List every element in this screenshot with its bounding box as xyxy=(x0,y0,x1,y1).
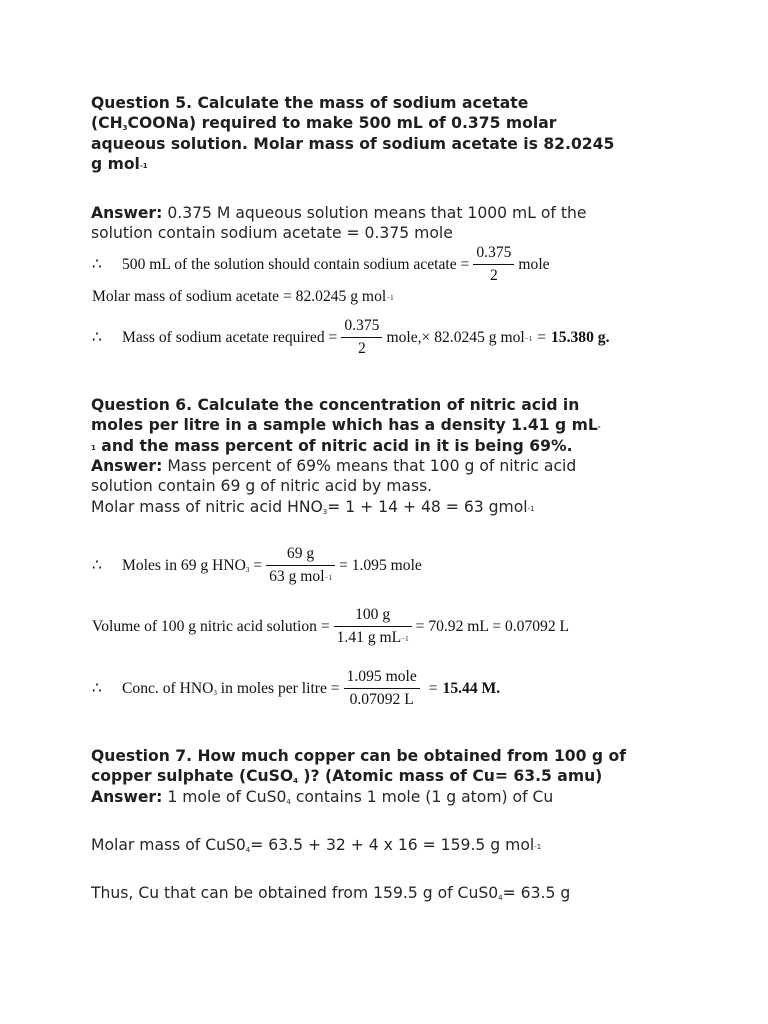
fraction-denominator: 2 xyxy=(489,267,498,284)
question-5-title xyxy=(91,93,691,174)
q6-molar-sub: 3 xyxy=(322,507,328,516)
therefore-symbol: ∴ xyxy=(92,557,102,574)
q6-molar-text: Molar mass of nitric acid HNO xyxy=(91,497,323,516)
fraction-numerator: 0.375 xyxy=(341,317,382,338)
q6-answer-line: solution contain 69 g of nitric acid by mass. xyxy=(91,477,433,496)
q7-molar-text: = 63.5 + 32 + 4 x 16 = 159.5 g mol xyxy=(250,836,535,854)
therefore-symbol: ∴ xyxy=(92,256,102,273)
q6-title-sup: - xyxy=(597,423,601,432)
q7-title-sub: 4 xyxy=(293,777,298,786)
answer-label: Answer: xyxy=(91,457,163,475)
q7-title-text: )? (Atomic mass of Cu= 63.5 amu) xyxy=(298,767,603,786)
fraction-denominator: 0.07092 L xyxy=(349,691,414,708)
fraction-numerator: 0.375 xyxy=(473,244,514,265)
q7-answer-text: contains 1 mole (1 g atom) of Cu xyxy=(290,788,554,806)
q5-title-line: aqueous solution. Molar mass of sodium acetate is 82.0245 xyxy=(91,134,615,153)
question-6-title xyxy=(91,395,691,456)
eq-sup: −1 xyxy=(386,294,394,302)
eq-sub: 3 xyxy=(245,565,250,574)
q6-title-sup: 1 xyxy=(91,443,96,452)
q5-answer-text: 0.375 M aqueous solution means that 1000 mL of the xyxy=(162,204,587,222)
equals-sign: = xyxy=(537,328,546,346)
q6-answer-text: Mass percent of 69% means that 100 g of nitric acid xyxy=(162,457,577,475)
answer-label: Answer: xyxy=(91,788,163,806)
eq-lhs-text: Moles in 69 g HNO xyxy=(122,556,246,574)
q5-equation-2 xyxy=(92,288,394,306)
q5-answer-line: solution contain sodium acetate = 0.375 mole xyxy=(91,224,453,243)
den-text: 63 g mol xyxy=(269,568,325,585)
q7-answer-sub: 4 xyxy=(286,798,291,806)
den-text: 1.41 g mL xyxy=(336,629,402,646)
eq-lhs xyxy=(122,680,340,698)
eq-lhs: Mass of sodium acetate required = xyxy=(122,328,338,346)
q7-thus-sub: 4 xyxy=(498,894,503,902)
q7-answer-text: 1 mole of CuS0 xyxy=(162,788,287,806)
q7-answer xyxy=(91,787,691,807)
q7-title-line: Question 7. How much copper can be obtained from 100 g of xyxy=(91,747,627,765)
q7-title-line xyxy=(91,766,691,786)
fraction-denominator xyxy=(266,566,335,586)
eq-lhs-text: Conc. of HNO xyxy=(122,679,214,697)
eq-lhs: 500 mL of the solution should contain sodium acetate = xyxy=(122,255,470,273)
q5-title-sup: -1 xyxy=(139,161,148,170)
fraction-numerator: 100 g xyxy=(334,606,412,627)
q5-title-sub: 3 xyxy=(122,124,128,133)
q6-equation-1 xyxy=(92,545,422,586)
q5-result: 15.380 g. xyxy=(551,328,610,346)
q5-title-line xyxy=(91,154,691,174)
eq-text: Molar mass of sodium acetate = 82.0245 g mol xyxy=(92,288,387,305)
fraction xyxy=(344,668,420,709)
q6-result: 15.44 M. xyxy=(442,679,501,697)
q6-title-text: and the mass percent of nitric acid in it is being 69%. xyxy=(95,436,573,455)
eq-lhs: Volume of 100 g nitric acid solution = xyxy=(92,617,330,635)
question-7-title xyxy=(91,746,691,787)
q7-molar-sup: -1 xyxy=(534,843,542,851)
q6-molar-text: = 1 + 14 + 48 = 63 gmol xyxy=(327,497,528,516)
eq-rhs: = 1.095 mole xyxy=(339,556,422,574)
eq-lhs xyxy=(122,557,262,575)
equals-sign: = xyxy=(428,679,438,697)
den-sup: −1 xyxy=(324,574,332,582)
q6-title-line xyxy=(91,436,691,456)
q5-title-text: g mol xyxy=(91,154,140,173)
fraction xyxy=(341,317,382,358)
q7-answer-line xyxy=(91,787,691,807)
q6-equation-2 xyxy=(92,606,569,647)
eq-lhs-text: = xyxy=(249,556,263,574)
fraction xyxy=(334,606,412,647)
q6-answer xyxy=(91,456,691,517)
q5-title-line xyxy=(91,113,691,133)
q7-thus-text: Thus, Cu that can be obtained from 159.5 g of CuS0 xyxy=(91,884,499,902)
q6-molar-sup: -1 xyxy=(527,504,535,513)
q7-molar-mass-line xyxy=(91,835,691,855)
answer-label: Answer: xyxy=(91,204,163,222)
q5-equation-1 xyxy=(92,244,550,285)
q6-title-text: moles per litre in a sample which has a density 1.41 g mL xyxy=(91,416,598,435)
q6-answer-line xyxy=(91,456,691,476)
q6-title-line: Question 6. Calculate the concentration of nitric acid in xyxy=(91,396,580,414)
eq-unit: mole xyxy=(518,255,550,273)
q6-equation-3 xyxy=(92,668,500,709)
q7-conclusion-line xyxy=(91,883,691,903)
q7-title-text: copper sulphate (CuSO xyxy=(91,767,294,786)
q6-title-line xyxy=(91,415,691,435)
q7-thus-text: = 63.5 g xyxy=(502,884,571,902)
q7-molar-sub: 4 xyxy=(245,846,251,854)
eq-mid-text: mole,× 82.0245 g mol xyxy=(386,328,525,346)
q5-answer-line xyxy=(91,203,691,223)
eq-rhs: = 70.92 mL = 0.07092 L xyxy=(415,617,570,635)
q6-molar-mass-line xyxy=(91,497,691,517)
eq-sub: 3 xyxy=(213,688,217,697)
q5-title-line: Question 5. Calculate the mass of sodium acetate xyxy=(91,94,529,112)
fraction-denominator xyxy=(334,627,412,647)
fraction-numerator: 69 g xyxy=(266,545,335,566)
fraction-denominator: 2 xyxy=(357,340,366,357)
q5-answer xyxy=(91,203,691,244)
therefore-symbol: ∴ xyxy=(92,680,102,697)
q7-molar-text: Molar mass of CuS0 xyxy=(91,836,246,854)
q5-title-text: (CH xyxy=(91,114,123,133)
eq-mid xyxy=(386,329,532,347)
eq-sup: −1 xyxy=(524,334,533,343)
den-sup: −1 xyxy=(401,635,409,643)
fraction-numerator: 1.095 mole xyxy=(344,668,420,689)
therefore-symbol: ∴ xyxy=(92,329,102,346)
fraction xyxy=(266,545,335,586)
eq-lhs-text: in moles per litre = xyxy=(216,679,340,697)
fraction xyxy=(473,244,514,285)
q5-equation-3 xyxy=(92,317,609,358)
q5-title-text: COONa) required to make 500 mL of 0.375 molar xyxy=(127,114,557,133)
